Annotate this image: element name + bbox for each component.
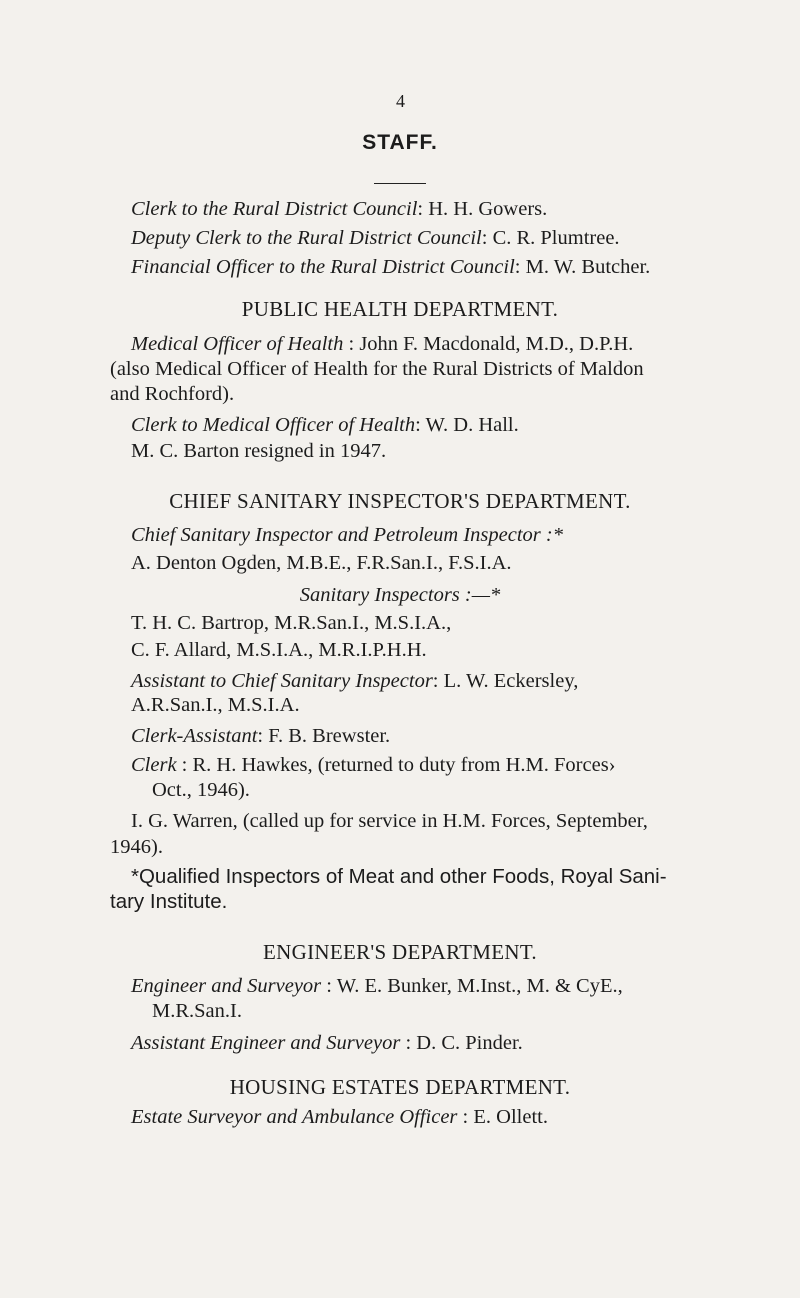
role-label: Deputy Clerk to the Rural District Council [131, 227, 482, 249]
inspector-entry: C. F. Allard, M.S.I.A., M.R.I.P.H.H. [131, 639, 427, 661]
role-label: Financial Officer to the Rural District Council [131, 256, 515, 278]
staff-name: R. H. Hawkes, (returned to duty from H.M. Forces› [192, 754, 616, 776]
moh-note-line-1: (also Medical Officer of Health for the Rural Districts of Maldon [110, 358, 644, 380]
warren-date: 1946). [110, 836, 163, 858]
footnote-line-1: *Qualified Inspectors of Meat and other Foods, Royal Sani- [131, 865, 667, 888]
estate-surveyor-entry: Estate Surveyor and Ambulance Officer : E. Ollett. [131, 1106, 548, 1128]
role-label: Clerk to Medical Officer of Health [131, 414, 416, 436]
title-divider [374, 183, 426, 184]
footnote-line-2: tary Institute. [110, 890, 228, 913]
chief-inspector-name: A. Denton Ogden, M.B.E., F.R.San.I., F.S.I.A. [131, 552, 512, 574]
engineer-quals: M.R.San.I. [152, 1000, 242, 1022]
staff-name: John F. Macdonald, M.D., D.P.H. [359, 333, 634, 355]
footnote-marker: :—* [464, 584, 501, 606]
role-label: Sanitary Inspectors [299, 584, 460, 606]
clerk-assistant-entry: Clerk-Assistant: F. B. Brewster. [131, 725, 391, 747]
role-label: Engineer and Surveyor [131, 975, 322, 997]
resignation-note: M. C. Barton resigned in 1947. [131, 440, 387, 462]
role-label: Assistant to Chief Sanitary Inspector [131, 670, 433, 692]
staff-name: C. R. Plumtree. [492, 227, 620, 249]
council-clerk-entry: Clerk to the Rural District Council: H. H. Gowers. [131, 198, 548, 220]
staff-name: E. Ollett. [473, 1106, 548, 1128]
engineer-heading: ENGINEER'S DEPARTMENT. [263, 940, 537, 964]
sanitary-heading: CHIEF SANITARY INSPECTOR'S DEPARTMENT. [169, 489, 631, 513]
staff-name: W. E. Bunker, M.Inst., M. & CyE., [336, 975, 623, 997]
page-title: STAFF. [362, 131, 438, 154]
sanitary-clerk-date: Oct., 1946). [152, 779, 250, 801]
assistant-inspector-entry: Assistant to Chief Sanitary Inspector: L. W. Eckersley, [131, 670, 579, 692]
staff-name: W. D. Hall. [425, 414, 519, 436]
role-label: Clerk to the Rural District Council [131, 198, 418, 220]
public-health-heading: PUBLIC HEALTH DEPARTMENT. [241, 297, 559, 321]
role-label: Clerk [131, 754, 177, 776]
chief-inspector-role [131, 522, 563, 548]
page-number: 4 [396, 91, 405, 111]
staff-name: M. W. Butcher. [525, 256, 651, 278]
moh-note-line-2: and Rochford). [110, 383, 235, 405]
housing-heading: HOUSING ESTATES DEPARTMENT. [229, 1075, 571, 1099]
sanitary-clerk-entry: Clerk : R. H. Hawkes, (returned to duty from H.M. Forces› [131, 754, 616, 776]
sanitary-inspectors-role [0, 582, 800, 608]
staff-name: L. W. Eckersley, [443, 670, 579, 692]
council-financial-officer-entry: Financial Officer to the Rural District Council: M. W. Butcher. [131, 256, 651, 278]
staff-name: D. C. Pinder. [416, 1032, 523, 1054]
inspector-entry: T. H. C. Bartrop, M.R.San.I., M.S.I.A., [131, 612, 452, 634]
role-label: Assistant Engineer and Surveyor [131, 1032, 401, 1054]
warren-entry: I. G. Warren, (called up for service in H.M. Forces, September, [131, 810, 648, 832]
moh-clerk-entry: Clerk to Medical Officer of Health: W. D. Hall. [131, 414, 519, 436]
role-label: Chief Sanitary Inspector and Petroleum Inspector [131, 524, 541, 546]
staff-name: F. B. Brewster. [268, 725, 391, 747]
assistant-inspector-quals: A.R.San.I., M.S.I.A. [131, 694, 300, 716]
moh-entry: Medical Officer of Health : John F. Macdonald, M.D., D.P.H. [131, 333, 634, 355]
council-deputy-clerk-entry: Deputy Clerk to the Rural District Council: C. R. Plumtree. [131, 227, 620, 249]
assistant-engineer-entry: Assistant Engineer and Surveyor : D. C. Pinder. [131, 1032, 523, 1054]
role-label: Medical Officer of Health [131, 333, 344, 355]
role-label: Clerk-Assistant [131, 725, 258, 747]
footnote-marker: :* [545, 524, 563, 546]
staff-name: H. H. Gowers. [428, 198, 548, 220]
engineer-entry: Engineer and Surveyor : W. E. Bunker, M.Inst., M. & CyE., [131, 975, 623, 997]
role-label: Estate Surveyor and Ambulance Officer [131, 1106, 458, 1128]
